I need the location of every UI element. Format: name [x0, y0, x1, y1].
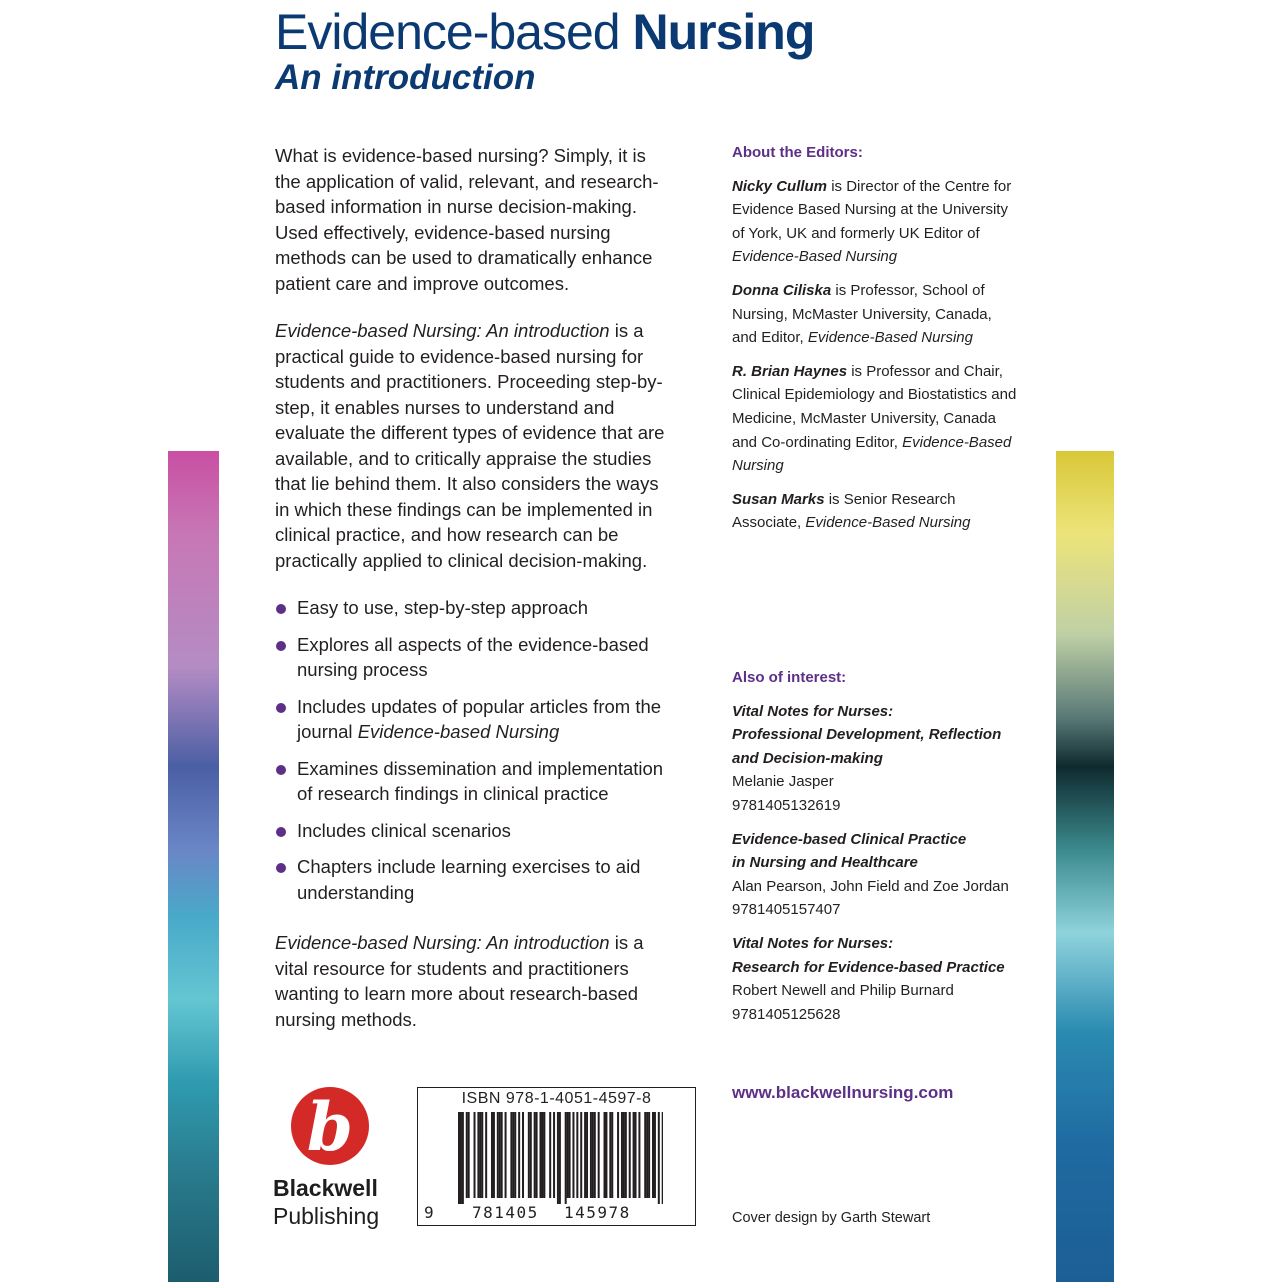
- barcode-bar: [644, 1112, 646, 1198]
- related-book: [732, 700, 1017, 818]
- barcode-bar: [481, 1112, 483, 1198]
- book-title-bold: Nursing: [632, 4, 815, 60]
- barcode-bar: [530, 1112, 532, 1198]
- barcode-bar: [493, 1112, 495, 1198]
- barcode-digits-left: 781405: [472, 1203, 539, 1222]
- list-item-text: Easy to use, step-by-step approach: [297, 597, 589, 618]
- barcode-bar: [458, 1112, 460, 1204]
- barcode-bar: [604, 1112, 606, 1198]
- list-item: [275, 854, 675, 905]
- closing-book-title: Evidence-based Nursing: An introduction: [275, 932, 610, 953]
- also-of-interest-section: [732, 666, 1017, 1036]
- bullet-icon: [276, 703, 286, 713]
- barcode-bar: [491, 1112, 493, 1198]
- barcode-bar: [499, 1112, 501, 1198]
- barcode-bar: [629, 1112, 631, 1198]
- barcode-bar: [598, 1112, 600, 1198]
- barcode-bar: [485, 1112, 487, 1198]
- barcode-bar: [638, 1112, 640, 1198]
- barcode-bar: [474, 1112, 476, 1198]
- barcode-bar: [623, 1112, 625, 1198]
- list-item-text: Chapters include learning exercises to aid understanding: [297, 856, 641, 903]
- closing-paragraph: [275, 930, 675, 1032]
- feature-list: [275, 595, 675, 916]
- book-title-regular: Evidence-based: [275, 4, 633, 60]
- barcode-bar: [662, 1112, 663, 1204]
- list-item: [275, 595, 675, 621]
- barcode-bar: [609, 1112, 611, 1198]
- bullet-icon: [276, 863, 286, 873]
- barcode-bar: [654, 1112, 656, 1198]
- barcode-bar: [652, 1112, 654, 1198]
- editor-journal: Evidence-Based Nursing: [807, 329, 973, 347]
- bullet-icon: [276, 827, 286, 837]
- blackwell-b-logo-icon: [290, 1086, 370, 1166]
- barcode-bar: [569, 1112, 571, 1198]
- barcode-bar: [505, 1112, 507, 1198]
- barcode-bar: [497, 1112, 499, 1198]
- barcode-bar: [584, 1112, 586, 1198]
- book-title: [275, 2, 814, 62]
- barcode-bars: [458, 1112, 663, 1204]
- barcode-bar: [522, 1112, 524, 1198]
- related-book: [732, 828, 1017, 922]
- list-item: [275, 632, 675, 683]
- barcode-bar: [468, 1112, 470, 1198]
- barcode-digits-right: 145978: [564, 1203, 631, 1222]
- list-item: [275, 694, 675, 745]
- guide-paragraph: [275, 318, 675, 573]
- barcode-bar: [658, 1112, 660, 1204]
- related-book-title-line2: Professional Development, Reflection and Decision-making: [732, 726, 1002, 767]
- editor-bio: is Director of the Centre for Evidence Based Nursing at the University of York, UK and formerly UK Editor of: [732, 177, 1012, 242]
- publisher-name-line2: Publishing: [273, 1203, 380, 1229]
- barcode-bar: [510, 1112, 512, 1198]
- editor-bio: is Professor and Chair, Clinical Epidemiology and Biostatistics and Medicine, McMaster University, Canada and Co-ordinating Editor,: [732, 362, 1017, 451]
- barcode-bar: [534, 1112, 536, 1198]
- closing-text: is a vital resource for students and practitioners wanting to learn more about research-based nursing methods.: [275, 932, 644, 1030]
- barcode-bar: [549, 1112, 551, 1198]
- list-item-italic: Evidence-based Nursing: [357, 721, 560, 742]
- related-book-title-line1: Vital Notes for Nurses:: [732, 934, 894, 952]
- editor-entry: [732, 279, 1017, 350]
- editor-entry: [732, 488, 1017, 535]
- barcode-bar: [594, 1112, 596, 1198]
- editor-name: Nicky Cullum: [732, 177, 828, 195]
- editor-name: R. Brian Haynes: [732, 362, 848, 380]
- intro-paragraph: What is evidence-based nursing? Simply, it is the application of valid, relevant, and research-based information in nurse decision-making. Used effectively, evidence-based nursing methods can be used to dramatically enhance patient care and improve outcomes.: [275, 145, 659, 294]
- guide-book-title: Evidence-based Nursing: An introduction: [275, 320, 610, 341]
- bullet-icon: [276, 604, 286, 614]
- related-book-isbn: 9781405157407: [732, 901, 841, 919]
- editor-entry: [732, 360, 1017, 478]
- barcode-bar: [625, 1112, 627, 1198]
- barcode-bar: [553, 1112, 555, 1198]
- isbn-barcode: [417, 1087, 696, 1226]
- editor-journal: Evidence-Based Nursing: [732, 248, 898, 266]
- related-book-author: Robert Newell and Philip Burnard: [732, 982, 954, 1000]
- barcode-bar: [539, 1112, 541, 1198]
- barcode-bar: [557, 1112, 559, 1204]
- barcode-bar: [567, 1112, 569, 1198]
- barcode-digit-first: 9: [424, 1203, 436, 1222]
- barcode-bar: [543, 1112, 545, 1198]
- barcode-bar: [559, 1112, 561, 1204]
- publisher-name-line1: Blackwell: [273, 1175, 378, 1201]
- barcode-bar: [635, 1112, 637, 1198]
- barcode-bar: [586, 1112, 588, 1198]
- barcode-bar: [617, 1112, 619, 1198]
- editor-bio: is Senior Research Associate,: [732, 490, 956, 532]
- related-book-title-line1: Vital Notes for Nurses:: [732, 702, 894, 720]
- bullet-icon: [276, 641, 286, 651]
- editor-entry: [732, 175, 1017, 269]
- editor-journal: Evidence-Based Nursing: [805, 514, 971, 532]
- book-subtitle: An introduction: [275, 58, 536, 97]
- editor-bio: is Professor, School of Nursing, McMaster University, Canada, and Editor,: [732, 281, 992, 347]
- barcode-bar: [518, 1112, 520, 1198]
- decorative-stripe-right: [1056, 451, 1114, 1282]
- list-item-text: Includes clinical scenarios: [297, 819, 511, 841]
- barcode-bar: [621, 1112, 623, 1198]
- barcode-bar: [592, 1112, 594, 1198]
- list-item-text: Includes updates of popular articles from the journal: [297, 695, 662, 742]
- list-item: [275, 818, 675, 844]
- about-editors-section: [732, 141, 1017, 545]
- list-item: [275, 756, 675, 807]
- barcode-bar: [536, 1112, 538, 1198]
- barcode-bar: [605, 1112, 607, 1198]
- barcode-bar: [528, 1112, 530, 1198]
- list-item-text: Examines dissemination and implementation of research findings in clinical practice: [297, 757, 664, 804]
- barcode-bar: [512, 1112, 514, 1198]
- barcode-bar: [514, 1112, 516, 1198]
- related-book-author: Melanie Jasper: [732, 773, 834, 791]
- barcode-bar: [576, 1112, 578, 1198]
- related-book-isbn: 9781405132619: [732, 796, 841, 814]
- logo-letter: b: [306, 1088, 354, 1166]
- about-editors-heading: About the Editors:: [732, 144, 863, 161]
- barcode-bar: [633, 1112, 635, 1198]
- publisher-name: [273, 1174, 379, 1230]
- barcode-bar: [466, 1112, 468, 1198]
- barcode-bar: [477, 1112, 479, 1198]
- barcode-bar: [572, 1112, 574, 1198]
- barcode-bar: [462, 1112, 464, 1204]
- barcode-bar: [565, 1112, 567, 1204]
- related-book: [732, 932, 1017, 1026]
- related-book-title-line2: in Nursing and Healthcare: [732, 854, 918, 872]
- website-link[interactable]: www.blackwellnursing.com: [732, 1083, 954, 1102]
- isbn-label: ISBN 978-1-4051-4597-8: [461, 1090, 652, 1107]
- editor-journal: Evidence-Based Nursing: [732, 433, 1012, 475]
- related-book-title-line2: Research for Evidence-based Practice: [732, 958, 1005, 976]
- barcode-bar: [648, 1112, 650, 1198]
- editor-name: Donna Ciliska: [732, 281, 832, 299]
- barcode-bar: [611, 1112, 613, 1198]
- related-book-author: Alan Pearson, John Field and Zoe Jordan: [732, 877, 1009, 895]
- barcode-bar: [646, 1112, 648, 1198]
- cover-credit: Cover design by Garth Stewart: [732, 1210, 931, 1226]
- barcode-bar: [590, 1112, 592, 1198]
- decorative-stripe-left: [168, 451, 219, 1282]
- barcode-bar: [479, 1112, 481, 1198]
- bullet-icon: [276, 765, 286, 775]
- editor-name: Susan Marks: [732, 490, 825, 508]
- also-of-interest-heading: Also of interest:: [732, 669, 847, 686]
- related-book-isbn: 9781405125628: [732, 1005, 841, 1023]
- related-book-title-line1: Evidence-based Clinical Practice: [732, 830, 967, 848]
- barcode-bar: [541, 1112, 543, 1198]
- guide-text: is a practical guide to evidence-based nursing for students and practitioners. Proceeding step-by-step, it enables nurses to understand and evaluate the different types of evidence that are available, and to critically appraise the studies that lie behind them. It also considers the ways in which these findings can be implemented in clinical practice, and how research can be practically applied to clinical decision-making.: [275, 320, 665, 571]
- list-item-text: Explores all aspects of the evidence-based nursing process: [297, 633, 649, 680]
- barcode-bar: [460, 1112, 462, 1204]
- barcode-bar: [580, 1112, 582, 1198]
- barcode-bar: [501, 1112, 503, 1198]
